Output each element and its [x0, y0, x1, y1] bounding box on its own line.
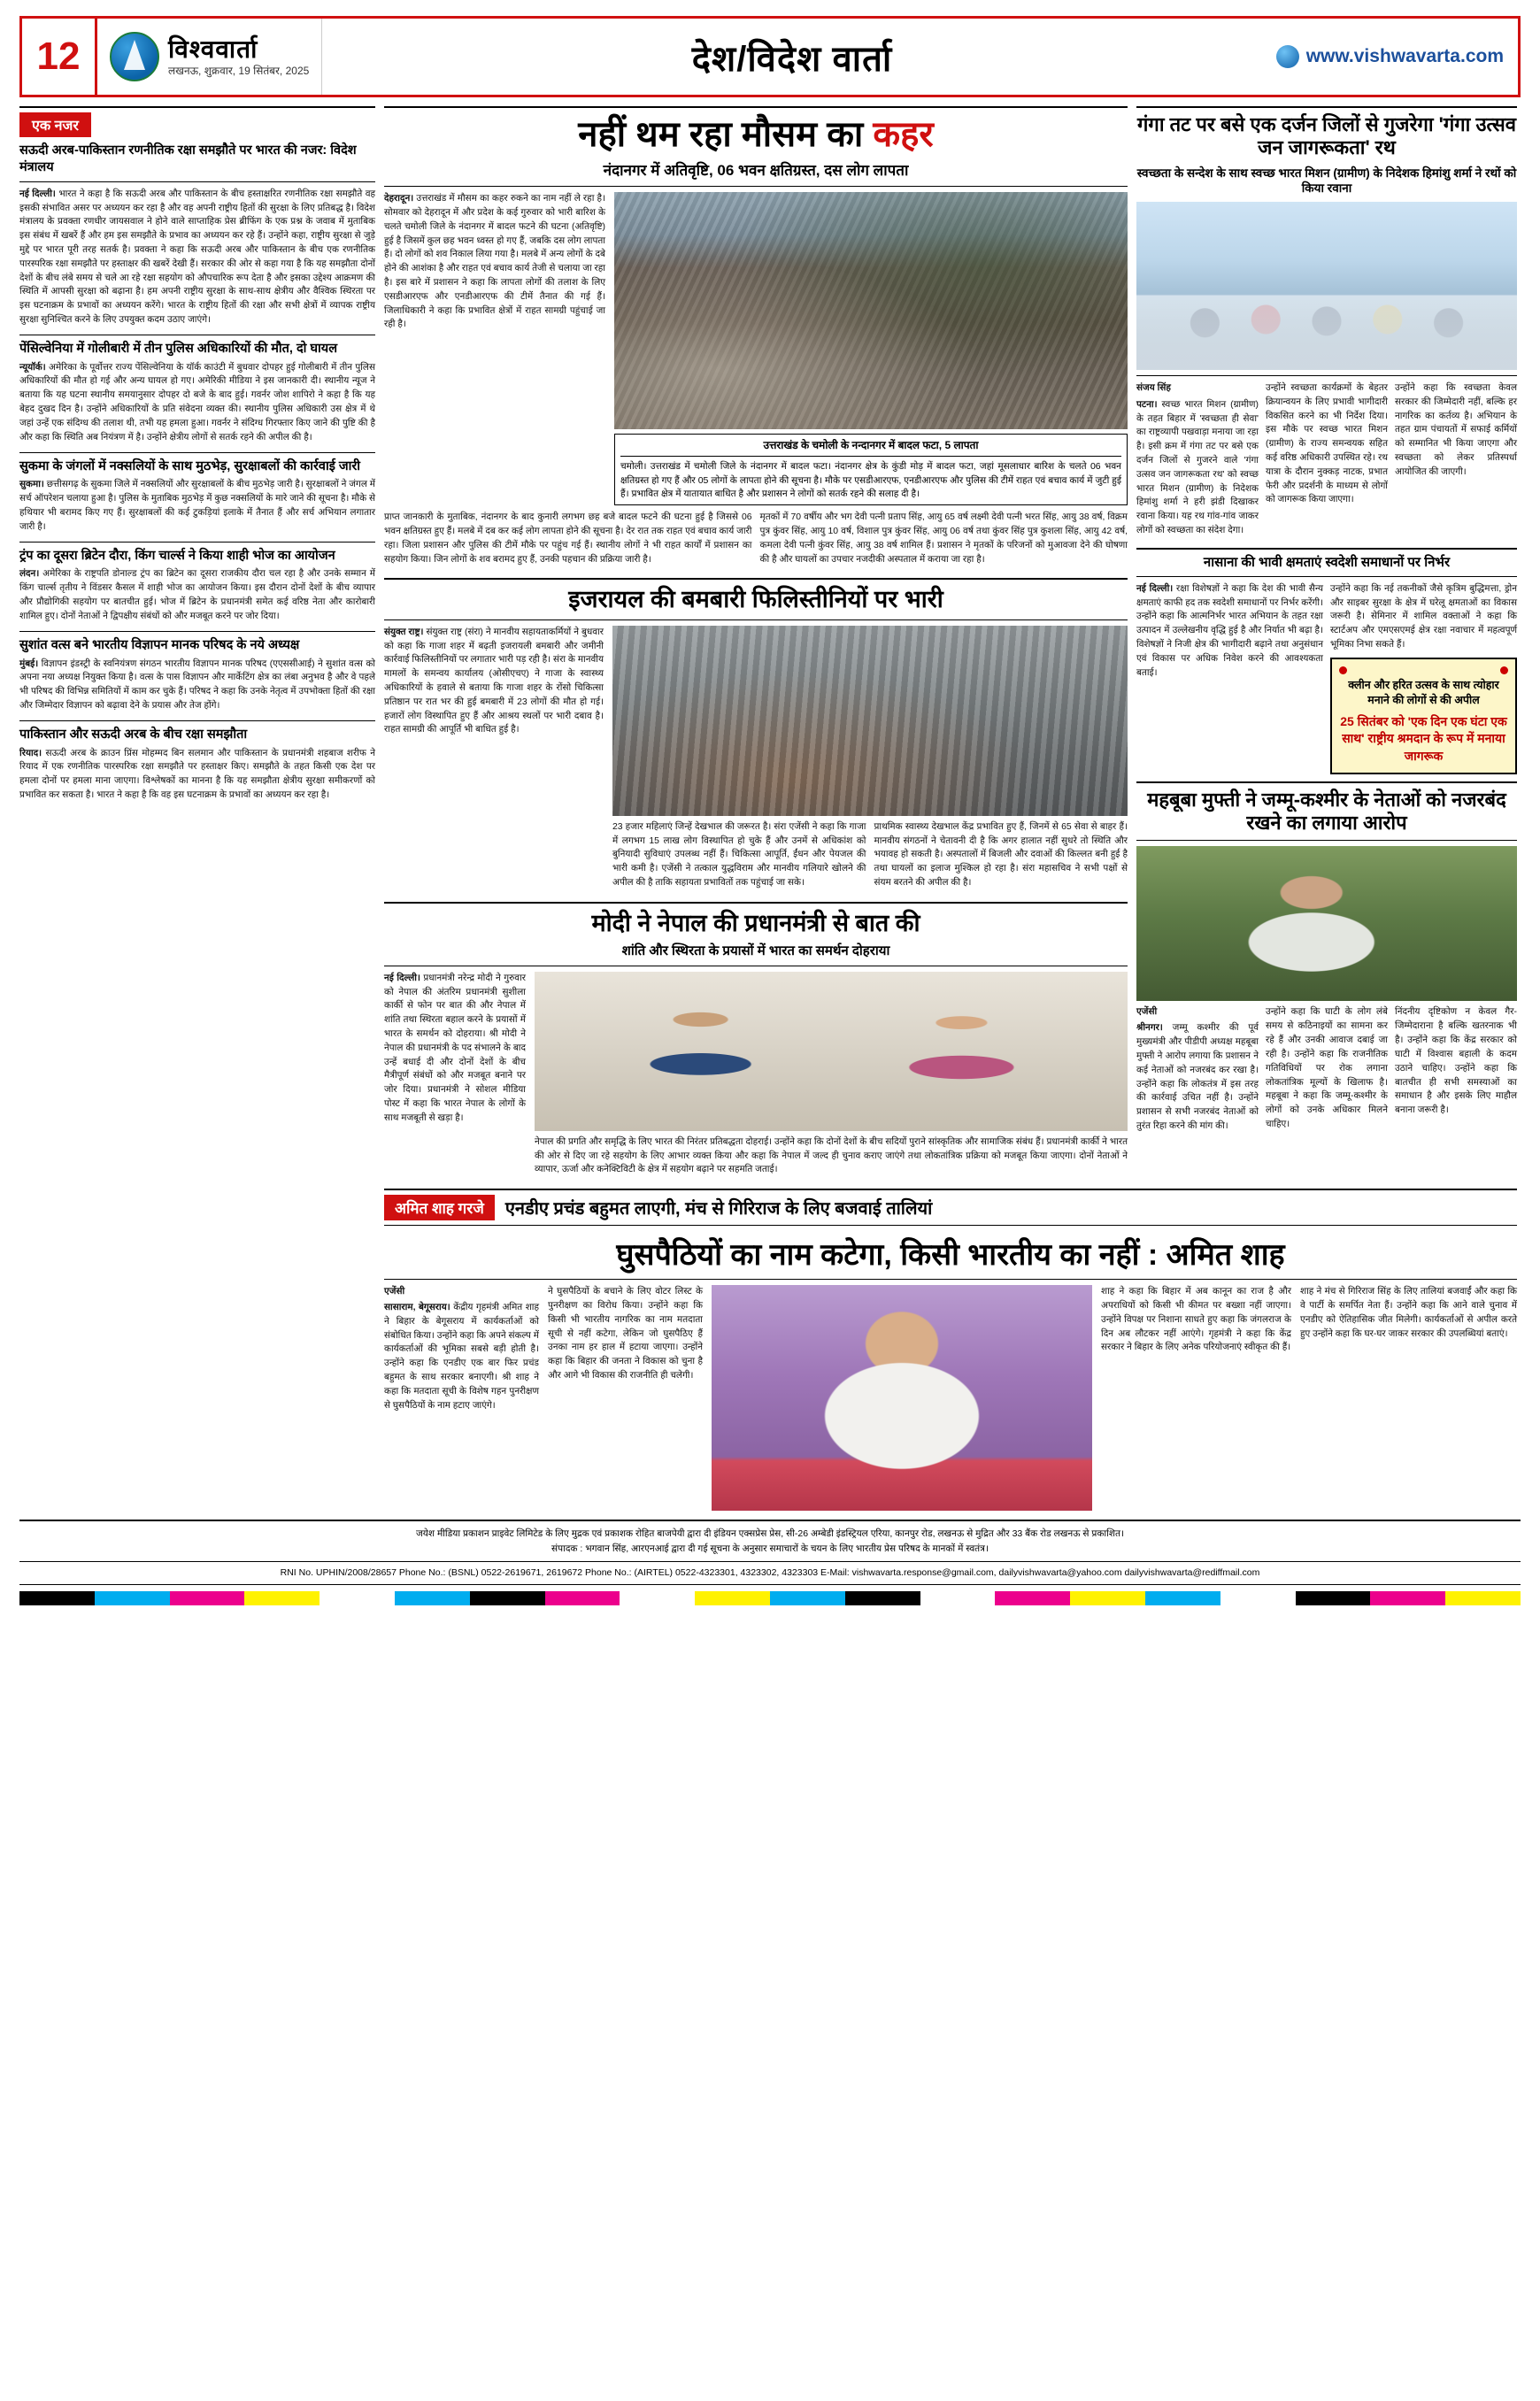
dateline: सुकमा।	[19, 480, 44, 490]
story-text: प्राप्त जानकारी के मुताबिक, नंदानगर के बाद कुनारी लगभग छह बजे बादल फटने की घटना हुई है जिससे 06 भवन क्षतिग्रस्त हुए हैं। मलबे में दब कर कई लोग लापता होने की सूचना है। देर रात तक राहत एवं बचाव कार्य जारी रहा। जिला प्रशासन और पुलिस की टीमें मौके पर पहुंच गई हैं। स्थानीय लोगों ने भी राहत कार्यों में प्रशासन का सहयोग किया। जिन लोगों के शव बरामद हुए हैं, उनकी पहचान की प्रक्रिया जारी है।	[384, 512, 752, 565]
ganga-event-photo	[1136, 202, 1517, 370]
eknazar-label: एक नजर	[19, 112, 91, 137]
story-text: छत्तीसगढ़ के सुकमा जिले में नक्सलियों और सुरक्षाबलों के बीच मुठभेड़ जारी है। सुरक्षाबलों ने जंगल में सर्च ऑपरेशन चलाया हुआ है। पुलिस के मुताबिक मुठभेड़ में कुछ नक्सलियों के मारे जाने की सूचना है। मौके से हथियार भी बरामद किए गए हैं। सुरक्षाबलों की कई टुकड़ियां इलाके में तैनात हैं और सर्च अभियान लगातार जारी है।	[19, 480, 375, 532]
story-text: ने घुसपैठियों के बचाने के लिए वोटर लिस्ट के पुनरीक्षण का विरोध किया। उन्होंने कहा कि किसी भी भारतीय नागरिक का नाम मतदाता सूची से नहीं कटेगा, लेकिन जो घुसपैठिए हैं उनका नाम हर हाल में हटाया जाएगा। उन्होंने कहा कि बिहार की जनता ने विकास को चुना है और आगे भी विकास की राजनीति ही चलेगी।	[548, 1287, 703, 1381]
gaza-rubble-photo	[612, 626, 1128, 816]
notice-box	[1330, 658, 1517, 774]
story-text: उन्होंने कहा कि स्वच्छता केवल सरकार की जिम्मेदारी नहीं, बल्कि हर नागरिक का कर्तव्य है। अभियान के तहत ग्राम पंचायतों में सफाई कर्मियों को सम्मानित भी किया जाएगा और स्वच्छता को लेकर प्रतिस्पर्धा आयोजित की जाएगी।	[1395, 382, 1517, 477]
amit-band-text: एनडीए प्रचंड बहुमत लाएगी, मंच से गिरिराज के लिए बजवाई तालियां	[504, 1199, 933, 1220]
story-text: निंदनीय दृष्टिकोण न केवल गैर-जिम्मेदाराना है बल्कि खतरनाक भी है। उन्होंने कहा कि केंद्र सरकार को घाटी में विश्वास बहाली के कदम उठाने चाहिए। उन्होंने कहा कि बातचीत ही सभी समस्याओं का समाधान है और इसके लिए माहौल बनाना जरूरी है।	[1395, 1007, 1517, 1116]
mehbooba-headline: महबूबा मुफ्ती ने जम्मू-कश्मीर के नेताओं को नजरबंद रखने का लगाया आरोप	[1147, 788, 1506, 835]
dateline: नई दिल्ली।	[384, 973, 420, 983]
story-text: प्रधानमंत्री नरेन्द्र मोदी ने गुरुवार को नेपाल की अंतरिम प्रधानमंत्री सुशीला कार्की से फोन पर बात की और नेपाल में शांति तथा स्थिरता बहाल करने के प्रयासों में भारत के समर्थन को दोहराया। श्री मोदी ने नेपाल की प्रधानमंत्री के पद संभालने के बाद उन्हें बधाई दी और दोनों देशों के बीच मैत्रीपूर्ण संबंधों को और मजबूत बनाने पर जोर दिया। प्रधानमंत्री ने सोशल मीडिया पोस्ट में कहा कि भारत नेपाल के लोगों के साथ मजबूती से खड़ा है।	[384, 973, 527, 1123]
story-headline: सऊदी अरब-पाकिस्तान रणनीतिक रक्षा समझौते पर भारत की नजर: विदेश मंत्रालय	[19, 143, 357, 174]
lead-headline-part1: नहीं थम रहा मौसम का	[578, 115, 874, 154]
dateline: संयुक्त राष्ट्र।	[384, 627, 424, 637]
right-column	[1136, 106, 1517, 1181]
notice-highlight: 25 सितंबर को 'एक दिन एक घंटा एक साथ' राष्ट्रीय श्रमदान के रूप में मनाया जागरूक	[1340, 713, 1507, 764]
list-item	[19, 542, 375, 624]
list-item	[19, 631, 375, 713]
caption-text: चमोली। उत्तराखंड में चमोली जिले के नंदानगर में बादल फटा। नंदानगर क्षेत्र के कुंडी मोड़ में बादल फटा, जहां मूसलाधार बारिश के चलते 06 भवन क्षतिग्रस्त हो गए हैं और 05 लोगों के लापता होने की सूचना है। मौके पर एसडीआरएफ, एनडीआरएफ और पुलिस की टीमें राहत एवं बचाव कार्य में जुटी हुई हैं। प्रभावित क्षेत्र में यातायात बाधित है और प्रशासन ने लोगों को सतर्क रहने की सलाह दी है।	[620, 461, 1121, 499]
dateline: श्रीनगर।	[1136, 1023, 1163, 1034]
dateline: देहरादून।	[384, 194, 414, 204]
modi-photo	[535, 972, 1128, 1131]
story-text: जम्मू कश्मीर की पूर्व मुख्यमंत्री और पीडीपी अध्यक्ष महबूबा मुफ्ती ने आरोप लगाया कि प्रशासन ने कई नेताओं को नजरबंद कर रखा है। उन्होंने कहा कि लोकतंत्र में इस तरह की कार्रवाई उचित नहीं है। उन्होंने प्रशासन से सभी नजरबंद नेताओं को तुरंत रिहा करने की मांग की।	[1136, 1023, 1259, 1131]
story-text: रक्षा विशेषज्ञों ने कहा कि देश की भावी सैन्य क्षमताएं काफी हद तक स्वदेशी समाधानों पर निर्भर करेंगी। उन्होंने कहा कि आत्मनिर्भर भारत अभियान के तहत रक्षा उत्पादन में उल्लेखनीय वृद्धि हुई है और निर्यात भी बढ़ा है। विशेषज्ञों ने निजी क्षेत्र की भागीदारी बढ़ाने तथा अनुसंधान एवं विकास पर अधिक निवेश करने की आवश्यकता बताई।	[1136, 583, 1323, 678]
footer-line-2: संपादक : भगवान सिंह, आरएनआई द्वारा दी गई सूचना के अनुसार समाचारों के चयन के लिए भारतीय प्रेस परिषद के मानकों में स्वतंत्र।	[551, 1543, 989, 1554]
story-text: प्राथमिक स्वास्थ्य देखभाल केंद्र प्रभावित हुए हैं, जिनमें से 65 सेवा से बाहर हैं। मानवीय संगठनों ने चेतावनी दी है कि अगर हालात नहीं सुधरे तो स्थिति और भयावह हो सकती है। अस्पतालों में बिजली और दवाओं की किल्लत बनी हुई है तथा घायलों का इलाज मुश्किल हो रहा है। संरा महासचिव ने सभी पक्षों से संयम बरतने की अपील की है।	[874, 821, 1128, 889]
list-item	[19, 142, 375, 327]
amit-tag: अमित शाह गरजे	[384, 1195, 495, 1220]
lead-headline-accent: कहर	[873, 115, 934, 154]
dateline: न्यूयॉर्क।	[19, 362, 46, 373]
story-text: शाह ने कहा कि बिहार में अब कानून का राज है और अपराधियों को किसी भी कीमत पर बख्शा नहीं जाएगा। उन्होंने विपक्ष पर निशाना साधते हुए कहा कि जंगलराज के दिन अब लौटकर नहीं आएंगे। गृहमंत्री ने कहा कि केंद्र सरकार ने बिहार के लिए अनेक परियोजनाएं स्वीकृत की हैं।	[1101, 1287, 1291, 1353]
ganga-headline: गंगा तट पर बसे एक दर्जन जिलों से गुजरेगा 'गंगा उत्सव जन जागरूकता' रथ	[1137, 113, 1516, 159]
dateline: मुंबई।	[19, 658, 39, 669]
page-number: 12	[22, 19, 97, 95]
globe-icon	[1276, 45, 1299, 68]
bullet-dot	[1500, 666, 1508, 674]
notice-line1: क्लीन और हरित उत्सव के साथ त्योहार मनाने की लोगों से की अपील	[1348, 678, 1499, 707]
lead-story-weather	[384, 106, 1128, 571]
lead-subhead: नंदानगर में अतिवृष्टि, 06 भवन क्षतिग्रस्त, दस लोग लापता	[603, 162, 909, 179]
dateline: नई दिल्ली।	[19, 189, 56, 199]
amit-shah-photo	[712, 1285, 1092, 1511]
list-item	[19, 452, 375, 535]
place-date: लखनऊ, शुक्रवार, 19 सितंबर, 2025	[168, 65, 310, 78]
story-text: उन्होंने कहा कि घाटी के लोग लंबे समय से कठिनाइयों का सामना कर रहे हैं और उनकी आवाज दबाई जा रही है। उन्होंने कहा कि राजनीतिक गतिविधियों पर रोक लगाना लोकतांत्रिक मूल्यों के खिलाफ है। महबूबा ने कहा कि जम्मू-कश्मीर के लोगों को उनके अधिकार मिलने चाहिए।	[1266, 1007, 1388, 1129]
story-text: अमेरिका के पूर्वोत्तर राज्य पेंसिल्वेनिया के यॉर्क काउंटी में बुधवार दोपहर हुई गोलीबारी में तीन पुलिस अधिकारियों की मौत हो गई और अन्य घायल हो गए। अमेरिकी मीडिया ने इस जानकारी दी। स्थानीय न्यूज ने बताया कि यह घटना स्थानीय समयानुसार दोपहर दो बजे के बाद हुई। गवर्नर जोश शापिरो ने कहा है कि यह बेहद दुखद दिन है। उन्होंने अधिकारियों के प्रति संवेदना व्यक्त की। स्थानीय पुलिस अधिकारी उस क्षेत्र में थे जहां उन्हें एक संदिग्ध की तलाश थी, तभी यह हमला हुआ। गवर्नर ने संदिग्ध गिरफ्तार किए जाने की पुष्टि की है और कहा कि स्थिति अब नियंत्रण में है। उन्होंने क्षेत्रीय लोगों से सतर्क रहने की अपील की है।	[19, 362, 375, 442]
story-text: उन्होंने कहा कि नई तकनीकों जैसे कृत्रिम बुद्धिमत्ता, ड्रोन और साइबर सुरक्षा के क्षेत्र में घरेलू क्षमताओं का विकास जरूरी है। सेमिनार में शामिल वक्ताओं ने कहा कि स्टार्टअप और एमएसएमई क्षेत्र रक्षा नवाचार में महत्वपूर्ण भूमिका निभा सकते हैं।	[1330, 583, 1517, 650]
modi-headline: मोदी ने नेपाल की प्रधानमंत्री से बात की	[591, 909, 920, 936]
story-headline: सुशांत वत्स बने भारतीय विज्ञापन मानक परिषद के नये अध्यक्ष	[19, 637, 300, 652]
main-column	[384, 106, 1128, 1181]
website-url: www.vishwavarta.com	[1305, 46, 1504, 66]
story-mehbooba	[1136, 781, 1517, 1138]
story-headline: पाकिस्तान और सऊदी अरब के बीच रक्षा समझौता	[19, 727, 248, 742]
page-footer	[19, 1520, 1521, 1605]
story-text: उत्तराखंड में मौसम का कहर रुकने का नाम नहीं ले रहा है। सोमवार को देहरादून में और प्रदेश के कई गुरुवार को भारी बारिश के चलते चमोली जिले के नंदानगर में बादल फटने की घटना (अतिवृष्टि) हुई है जिसमें कुल छह भवन ध्वस्त हो गए हैं, जबकि दस लोग लापता हैं। दो लोगों को शव निकाल लिया गया है। मलबे में अन्य लोगों के दबे होने की आशंका है और राहत एवं बचाव कार्य तेजी से चलाया जा रहा है। इस बारे में प्रशासन ने कहा कि लापता लोगों की तलाश के लिए एसडीआरएफ और एनडीआरएफ की टीमें तैनात की गई हैं। जिलाधिकारी ने कहा कि प्रभावित क्षेत्रों में राहत सामग्री पहुंचाई जा रही है।	[384, 194, 606, 330]
story-text: अमेरिका के राष्ट्रपति डोनाल्ड ट्रंप का ब्रिटेन का दूसरा राजकीय दौरा चल रहा है और उनके सम्मान में किंग चार्ल्स तृतीय ने विंडसर कैसल में शाही भोज का आयोजन किया। इस दौरान दोनों देशों के बीच व्यापार और प्रौद्योगिकी सहयोग पर बातचीत हुई। भोज में ब्रिटेन के प्रधानमंत्री समेत कई वरिष्ठ नेता और कारोबारी शामिल हुए। दोनों नेताओं ने द्विपक्षीय संबंधों को और मजबूत करने पर जोर दिया।	[19, 569, 375, 621]
ganga-subhead: स्वच्छता के सन्देश के साथ स्वच्छ भारत मिशन (ग्रामीण) के निदेशक हिमांशु शर्मा ने रथों को किया रवाना	[1136, 165, 1517, 196]
list-item	[19, 720, 375, 803]
story-modi	[384, 902, 1128, 1181]
story-text: भारत ने कहा है कि सऊदी अरब और पाकिस्तान के बीच हस्ताक्षरित रणनीतिक रक्षा समझौते वह इसकी संभावित असर पर अध्ययन कर रहा है और वह अपनी राष्ट्रीय हितों की सुरक्षा के लिए प्रतिबद्ध है। विदेश मंत्रालय के प्रवक्ता रणधीर जायसवाल ने होने वाले साप्ताहिक प्रेस ब्रीफिंग के एक प्रश्न के जवाब में मुताबिक इस संबंध में खबरें हैं और हम इस समझौते के प्रभाव का अध्ययन कर रहे हैं। उन्होंने कहा, राष्ट्रीय सुरक्षा से जुड़े मुद्दे पर भारत पूरी तरह सतर्क है। प्रवक्ता ने कहा कि सऊदी अरब और पाकिस्तान के बीच एक रणनीतिक पारस्परिक रक्षा समझौते पर हस्ताक्षर की खबरें देखी हैं। सरकार की ओर से कहा गया है कि यह समझौता दोनों देशों के बीच लंबे समय से चले आ रहे रक्षा सहयोग को औपचारिक रूप देता है और इसका उद्देश्य आक्रमण की स्थिति में आपसी सुरक्षा को बढ़ाना है। हम अपनी राष्ट्रीय सुरक्षा के साथ-साथ क्षेत्रीय और वैश्विक स्थिरता पर इस घटनाक्रम के प्रभावों का अध्ययन करेंगे। भारत के राष्ट्रीय हितों की रक्षा और सभी क्षेत्रों में व्यापक राष्ट्रीय सुरक्षा सुनिश्चित करने के लिए उपयुक्त कदम उठाए जाएंगे।	[19, 189, 376, 325]
byline: एजेंसी	[384, 1287, 405, 1297]
left-column	[19, 106, 375, 1181]
mehbooba-photo	[1136, 846, 1517, 1001]
list-item	[19, 335, 375, 445]
logo-icon	[110, 32, 159, 81]
photo-caption: उत्तराखंड के चमोली के नन्दानगर में बादल फटा, 5 लापता	[620, 438, 1121, 457]
dateline: रियाद।	[19, 748, 42, 758]
nasa-headline: नासाना की भावी क्षमताएं स्वदेशी समाधानों पर निर्भर	[1203, 554, 1451, 570]
byline: एजेंसी	[1136, 1007, 1158, 1018]
paper-name: विश्ववार्ता	[168, 35, 258, 63]
website-link[interactable]	[1262, 19, 1518, 95]
paper-logo	[97, 19, 322, 95]
story-text: विज्ञापन इंडस्ट्री के स्वनियंत्रण संगठन भारतीय विज्ञापन मानक परिषद (एएससीआई) ने सुशांत वत्स को अपना नया अध्यक्ष नियुक्त किया है। वत्स के पास विज्ञापन और मार्केटिंग क्षेत्र का लंबा अनुभव है और वे पहले भी परिषद की विभिन्न समितियों में काम कर चुके हैं। परिषद ने कहा कि उनके नेतृत्व में उपभोक्ता हितों की रक्षा और जिम्मेदार विज्ञापन को बढ़ावा देने के प्रयास और तेज होंगे।	[19, 658, 375, 711]
story-amit-shah	[384, 1189, 1517, 1511]
israel-headline: इजरायल की बमबारी फिलिस्तीनियों पर भारी	[568, 586, 943, 613]
story-text: 23 हजार महिलाएं जिन्हें देखभाल की जरूरत है। संरा एजेंसी ने कहा कि गाजा में लगभग 15 लाख लोग विस्थापित हो चुके हैं और उनमें से अधिकांश को बुनियादी सुविधाएं उपलब्ध नहीं हैं। चिकित्सा आपूर्ति, ईंधन और पेयजल की भारी कमी है। एजेंसी ने तत्काल युद्धविराम और मानवीय गलियारे खोलने की अपील की है ताकि सहायता प्रभावितों तक पहुंचाई जा सके।	[612, 821, 866, 889]
story-text: केंद्रीय गृहमंत्री अमित शाह ने बिहार के बेगूसराय में कार्यकर्ताओं को संबोधित किया। उन्होंने कहा कि अपने संकल्प में कार्यकर्ताओं की भूमिका सबसे बड़ी होती है। उन्होंने कहा कि एनडीए एक बार फिर प्रचंड बहुमत के साथ सरकार बनाएगी। श्री शाह ने कहा कि मतदाता सूची के विशेष गहन पुनरीक्षण से घुसपैठियों के नाम हटाए जाएंगे।	[384, 1302, 540, 1411]
story-text: नेपाल की प्रगति और समृद्धि के लिए भारत की निरंतर प्रतिबद्धता दोहराई। उन्होंने कहा कि दोनों देशों के बीच सदियों पुराने सांस्कृतिक और सामाजिक संबंध हैं। प्रधानमंत्री कार्की ने भारत की ओर से दिए जा रहे सहयोग के लिए आभार व्यक्त किया और कहा कि नेपाल में जल्द ही चुनाव कराए जाएंगे तथा लोकतांत्रिक प्रक्रिया को मजबूत किया जाएगा। दोनों नेताओं ने व्यापार, ऊर्जा और कनेक्टिविटी के क्षेत्र में सहयोग बढ़ाने पर सहमति जताई।	[535, 1136, 1128, 1175]
story-text: उन्होंने स्वच्छता कार्यक्रमों के बेहतर क्रियान्वयन के लिए प्रभावी भागीदारी विकसित करने का भी निर्देश दिया। इस मौके पर स्वच्छ भारत मिशन (ग्रामीण) के राज्य समन्वयक सहित कई वरिष्ठ अधिकारी उपस्थित रहे। रथ यात्रा के दौरान नुक्कड़ नाटक, प्रभात फेरी और प्रदर्शनी के माध्यम से लोगों को जागरूक किया जाएगा।	[1266, 382, 1388, 505]
byline: संजय सिंह	[1136, 382, 1171, 393]
story-headline: पेंसिल्वेनिया में गोलीबारी में तीन पुलिस अधिकारियों की मौत, दो घायल	[19, 341, 338, 356]
color-registration-bar	[19, 1591, 1521, 1605]
dateline: पटना।	[1136, 399, 1158, 410]
story-text: शाह ने मंच से गिरिराज सिंह के लिए तालियां बजवाईं और कहा कि वे पार्टी के समर्पित नेता हैं। उन्होंने कहा कि आने वाले चुनाव में एनडीए को ऐतिहासिक जीत मिलेगी। कार्यकर्ताओं से अपील करते हुए उन्होंने कहा कि घर-घर जाकर सरकार की उपलब्धियां बताएं।	[1300, 1287, 1517, 1339]
dateline: सासाराम, बेगूसराय।	[384, 1302, 450, 1312]
story-israel	[384, 578, 1128, 894]
masthead	[19, 16, 1521, 97]
story-headline: ट्रंप का दूसरा ब्रिटेन दौरा, किंग चार्ल्स ने किया शाही भोज का आयोजन	[19, 548, 335, 563]
story-ganga	[1136, 106, 1517, 543]
footer-rni: RNI No. UPHIN/2008/28657 Phone No.: (BSNL) 0522-2619671, 2619672 Phone No.: (AIRTEL) 0522-4323301, 4323302, 4323303 E-Mail: vishwavarta.response@gmail.com, dailyvishwavarta@yahoo.com dailyvishwavarta@rediffmail.com	[19, 1561, 1521, 1585]
modi-subhead: शांति और स्थिरता के प्रयासों में भारत का समर्थन दोहराया	[621, 943, 890, 959]
story-headline: सुकमा के जंगलों में नक्सलियों के साथ मुठभेड़, सुरक्षाबलों की कार्रवाई जारी	[19, 458, 361, 473]
bullet-dot	[1339, 666, 1347, 674]
dateline: लंदन।	[19, 569, 40, 580]
story-text: सऊदी अरब के क्राउन प्रिंस मोहम्मद बिन सलमान और पाकिस्तान के प्रधानमंत्री शहबाज शरीफ ने रियाद में एक रणनीतिक पारस्परिक रक्षा समझौते पर हस्ताक्षर किए। समझौते के तहत किसी एक देश पर हमला दोनों पर हमला माना जाएगा। विश्लेषकों का मानना है कि यह समझौता क्षेत्रीय सुरक्षा समीकरणों को प्रभावित कर सकता है। भारत ने कहा है कि वह इस घटनाक्रम के प्रभावों का अध्ययन कर रहा है।	[19, 748, 376, 801]
story-text: मृतकों में 70 वर्षीय और भग देवी पत्नी प्रताप सिंह, आयु 65 वर्ष लक्ष्मी देवी पत्नी भरत सिंह, आयु 38 वर्ष, विक्रम पुत्र कुंवर सिंह, आयु 10 वर्ष, विशाल पुत्र कुंवर सिंह, आयु 06 वर्ष तथा कुंवर सिंह पुत्र कुशला सिंह, आयु 42 वर्ष, कमला देवी पत्नी कुंवर सिंह, आयु 38 वर्ष शामिल हैं। प्रशासन ने मृतकों के परिजनों को मुआवजा देने की घोषणा की है और घायलों का उपचार नजदीकी अस्पताल में कराया जा रहा है।	[759, 512, 1128, 565]
dateline: नई दिल्ली।	[1136, 583, 1174, 594]
footer-line-1: जयेश मीडिया प्रकाशन प्राइवेट लिमिटेड के लिए मुद्रक एवं प्रकाशक रोहित बाजपेयी द्वारा दी इंडियन एक्सप्रेस प्रेस, सी-26 अम्बेडी इंडस्ट्रियल एरिया, कानपुर रोड, लखनऊ से मुद्रित और 33 बैंक रोड लखनऊ से प्रकाशित।	[416, 1528, 1124, 1540]
story-text: स्वच्छ भारत मिशन (ग्रामीण) के तहत बिहार में 'स्वच्छता ही सेवा' का राष्ट्रव्यापी पखवाड़ा मनाया जा रहा है। इसी क्रम में गंगा तट पर बसे एक दर्जन जिलों से गुजरने वाले 'गंगा उत्सव जन जागरूकता रथ' को स्वच्छ भारत मिशन (ग्रामीण) के निदेशक हिमांशु शर्मा ने हरी झंडी दिखाकर रवाना किया। यह रथ गांव-गांव जाकर लोगों को स्वच्छता का संदेश देगा।	[1136, 399, 1259, 535]
flood-photo	[614, 192, 1128, 429]
lead-headline	[384, 113, 1128, 156]
story-text: संयुक्त राष्ट्र (संरा) ने मानवीय सहायताकर्मियों ने बुधवार को कहा कि गाजा शहर में बढ़ती इजरायली बमबारी और जमीनी कार्रवाई फिलिस्तीनियों पर लगातार भारी पड़ रही है। संरा के मानवीय मामलों के समन्वय कार्यालय (ओसीएचए) ने गाजा के स्वास्थ्य अधिकारियों के हवाले से बताया कि गाजा शहर के रोंसो चिकित्सा प्रतिष्ठान पर रात भर की हुई बमबारी में 23 लोगों की मौत हो गई। हजारों लोग विस्थापित हुए हैं और आश्रय स्थलों पर भारी दबाव है। राहत सामग्री की आपूर्ति भी बाधित हुई है।	[384, 627, 604, 735]
amit-headline: घुसपैठियों का नाम कटेगा, किसी भारतीय का नहीं : अमित शाह	[616, 1238, 1285, 1273]
section-title: देश/विदेश वार्ता	[691, 39, 893, 79]
